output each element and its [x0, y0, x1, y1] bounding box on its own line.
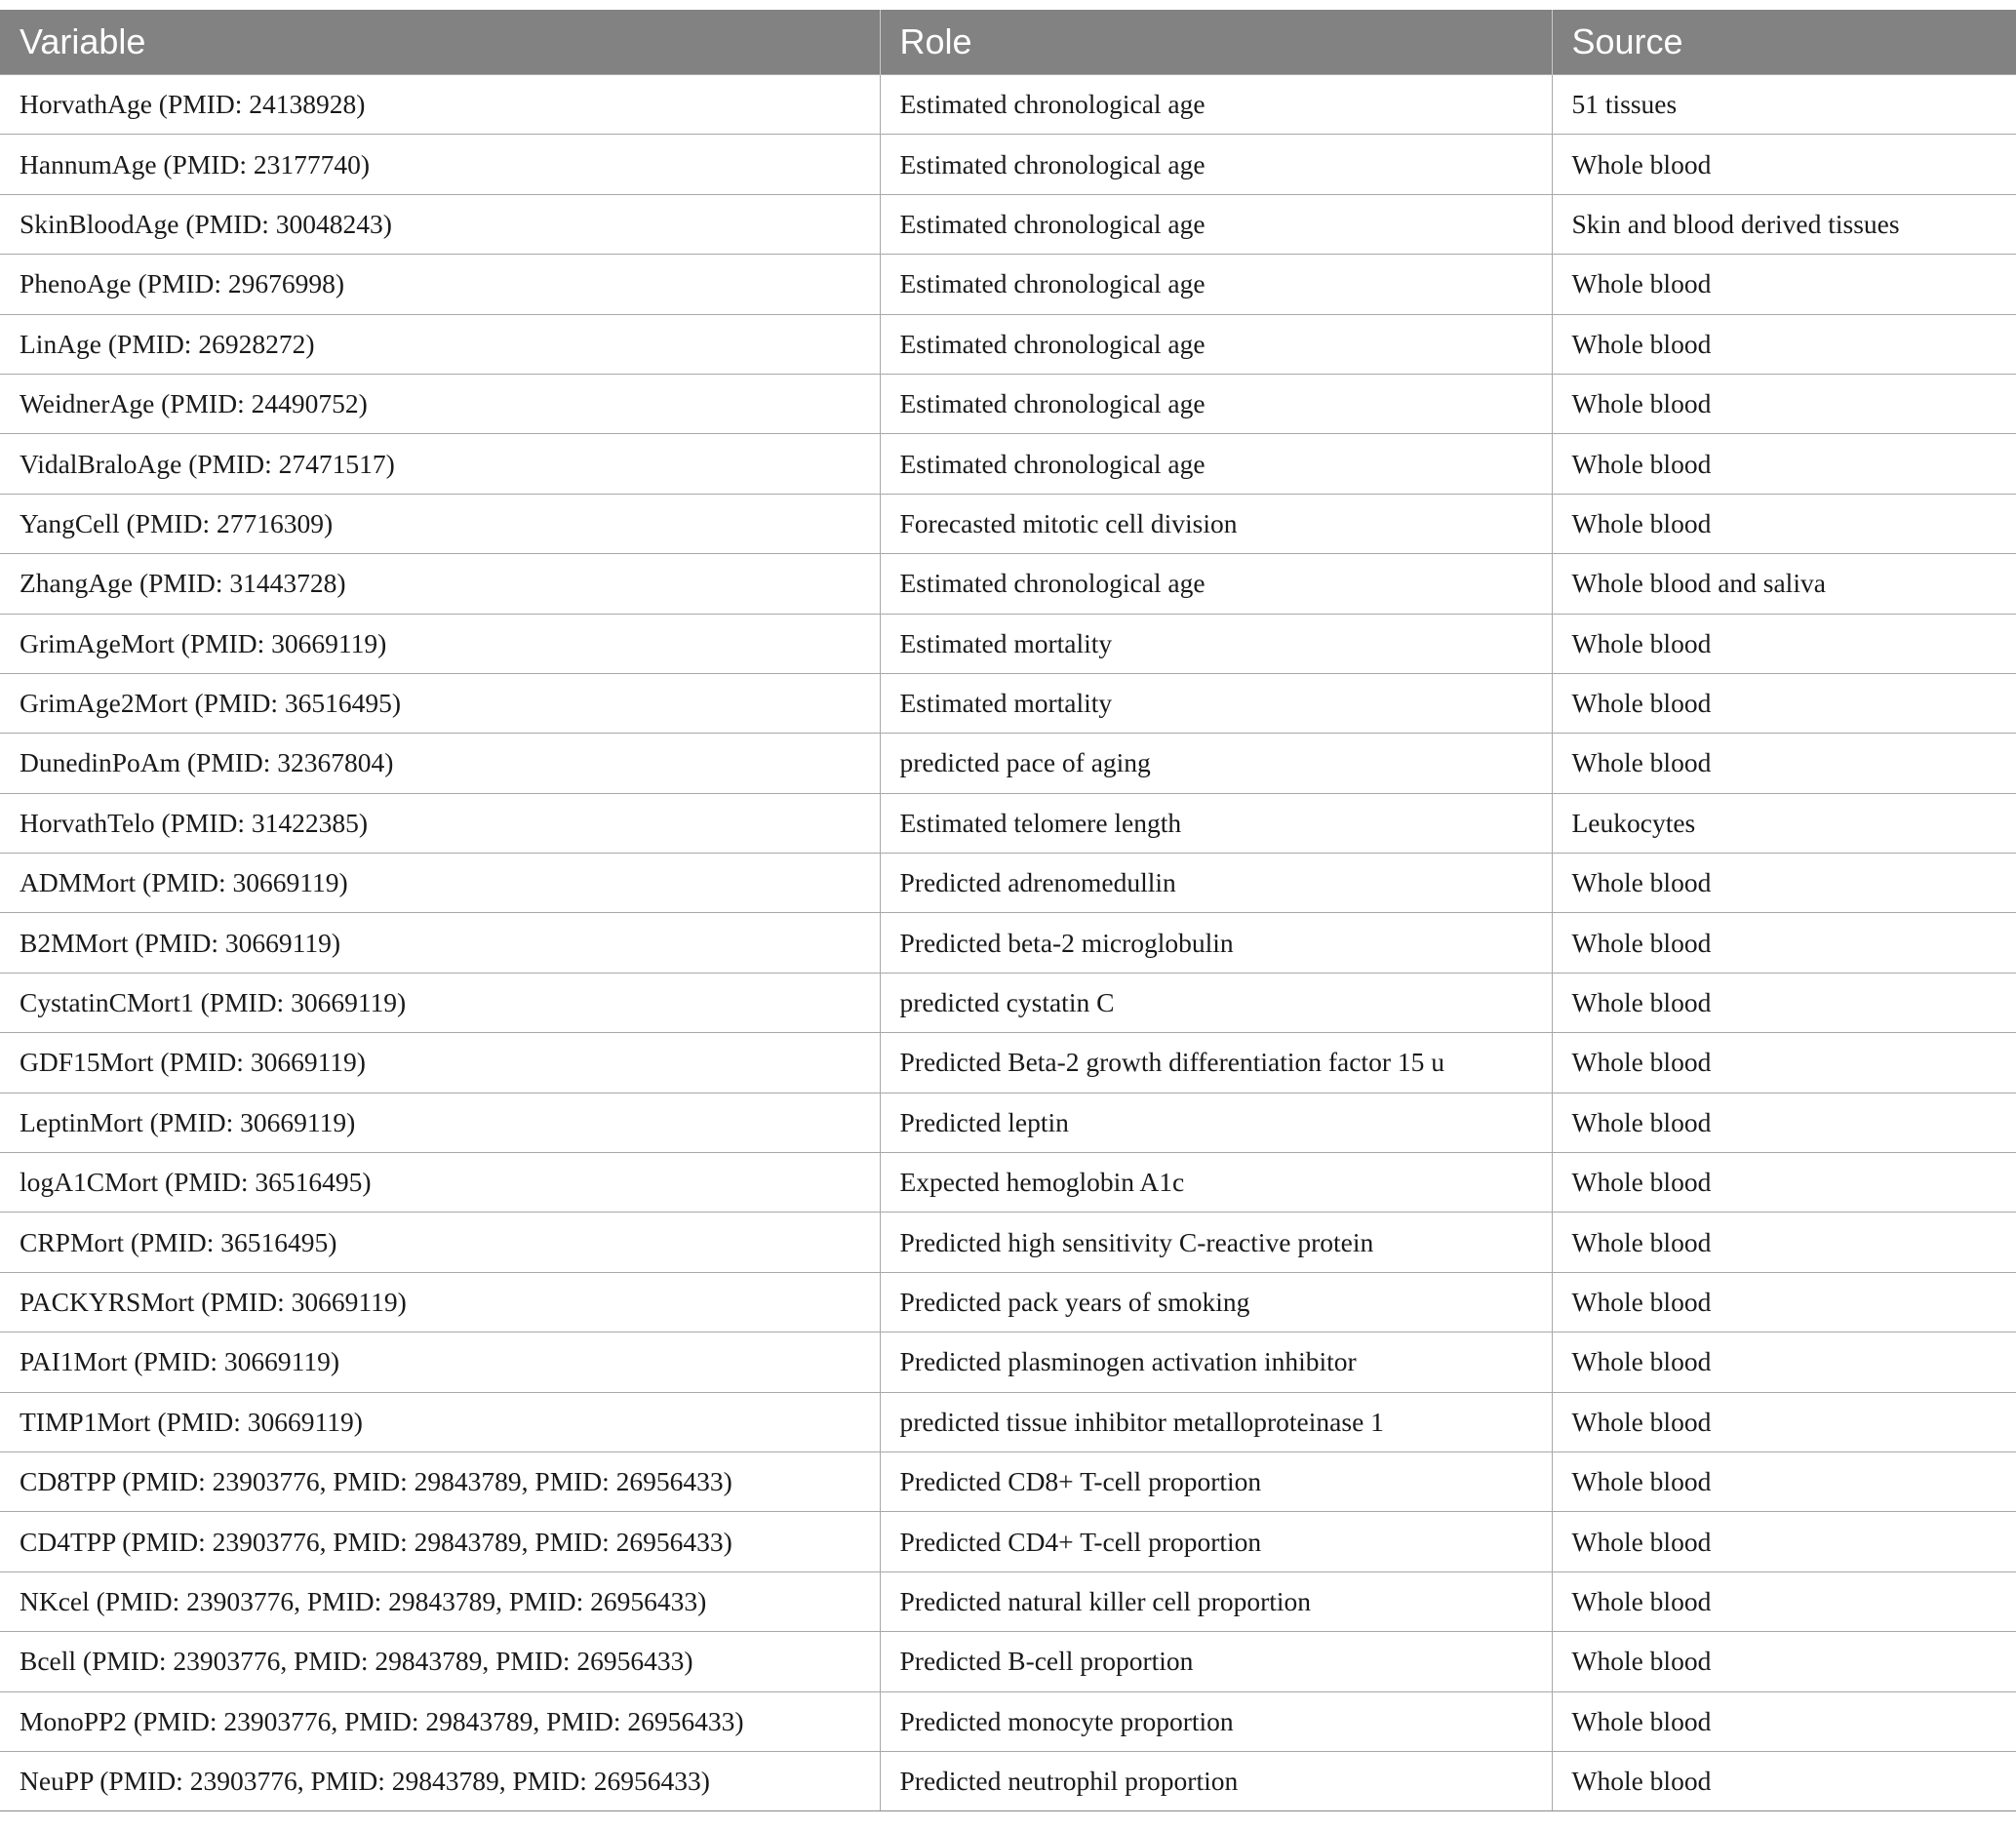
cell-source: Whole blood [1552, 1213, 2016, 1272]
cell-variable: ZhangAge (PMID: 31443728) [0, 554, 880, 614]
table-row [0, 1451, 2016, 1511]
cell-role: Predicted leptin [880, 1093, 1552, 1152]
cell-source: Whole blood [1552, 614, 2016, 673]
table-row [0, 673, 2016, 733]
column-header-role: Role [880, 10, 1552, 75]
cell-role: Predicted monocyte proportion [880, 1691, 1552, 1751]
cell-variable: HorvathTelo (PMID: 31422385) [0, 793, 880, 853]
cell-role: Estimated chronological age [880, 554, 1552, 614]
cell-variable: PAI1Mort (PMID: 30669119) [0, 1332, 880, 1392]
cell-source: Whole blood [1552, 1272, 2016, 1332]
cell-variable: PACKYRSMort (PMID: 30669119) [0, 1272, 880, 1332]
cell-source: Whole blood [1552, 255, 2016, 314]
cell-source: Whole blood [1552, 494, 2016, 553]
cell-role: Estimated chronological age [880, 434, 1552, 494]
table-row [0, 1691, 2016, 1751]
cell-role: Estimated chronological age [880, 374, 1552, 433]
cell-variable: GrimAgeMort (PMID: 30669119) [0, 614, 880, 673]
cell-variable: NeuPP (PMID: 23903776, PMID: 29843789, PMID: 26956433) [0, 1751, 880, 1810]
cell-role: Forecasted mitotic cell division [880, 494, 1552, 553]
cell-variable: logA1CMort (PMID: 36516495) [0, 1153, 880, 1213]
table-row [0, 1392, 2016, 1451]
table-row [0, 1272, 2016, 1332]
table-row [0, 314, 2016, 374]
cell-variable: LinAge (PMID: 26928272) [0, 314, 880, 374]
cell-source: Whole blood [1552, 734, 2016, 793]
table-row [0, 1033, 2016, 1093]
cell-role: Estimated chronological age [880, 255, 1552, 314]
cell-source: Whole blood [1552, 1691, 2016, 1751]
cell-variable: LeptinMort (PMID: 30669119) [0, 1093, 880, 1152]
table-header [0, 10, 2016, 75]
cell-variable: GDF15Mort (PMID: 30669119) [0, 1033, 880, 1093]
cell-source: Whole blood [1552, 1632, 2016, 1691]
cell-source: Whole blood [1552, 1153, 2016, 1213]
cell-variable: Bcell (PMID: 23903776, PMID: 29843789, PMID: 26956433) [0, 1632, 880, 1691]
cell-source: 51 tissues [1552, 75, 2016, 135]
cell-source: Whole blood [1552, 854, 2016, 913]
table-row [0, 854, 2016, 913]
cell-variable: SkinBloodAge (PMID: 30048243) [0, 194, 880, 254]
cell-source: Leukocytes [1552, 793, 2016, 853]
cell-variable: CD4TPP (PMID: 23903776, PMID: 29843789, PMID: 26956433) [0, 1512, 880, 1571]
table-row [0, 135, 2016, 194]
cell-role: Estimated chronological age [880, 314, 1552, 374]
cell-variable: WeidnerAge (PMID: 24490752) [0, 374, 880, 433]
cell-source: Skin and blood derived tissues [1552, 194, 2016, 254]
cell-role: Estimated mortality [880, 673, 1552, 733]
cell-role: Predicted beta-2 microglobulin [880, 913, 1552, 973]
cell-role: Estimated mortality [880, 614, 1552, 673]
cell-source: Whole blood [1552, 673, 2016, 733]
cell-variable: B2MMort (PMID: 30669119) [0, 913, 880, 973]
cell-source: Whole blood [1552, 314, 2016, 374]
cell-source: Whole blood [1552, 973, 2016, 1032]
cell-variable: PhenoAge (PMID: 29676998) [0, 255, 880, 314]
table-row [0, 494, 2016, 553]
cell-source: Whole blood [1552, 1033, 2016, 1093]
column-header-source: Source [1552, 10, 2016, 75]
header-row [0, 10, 2016, 75]
cell-role: Predicted B-cell proportion [880, 1632, 1552, 1691]
variables-table [0, 10, 2016, 1811]
table-row [0, 75, 2016, 135]
cell-role: Predicted high sensitivity C-reactive protein [880, 1213, 1552, 1272]
table-row [0, 1213, 2016, 1272]
cell-variable: HorvathAge (PMID: 24138928) [0, 75, 880, 135]
cell-role: Estimated telomere length [880, 793, 1552, 853]
cell-role: predicted cystatin C [880, 973, 1552, 1032]
cell-role: Predicted Beta-2 growth differentiation factor 15 u [880, 1033, 1552, 1093]
cell-variable: HannumAge (PMID: 23177740) [0, 135, 880, 194]
table-row [0, 255, 2016, 314]
table-row [0, 1512, 2016, 1571]
cell-variable: CRPMort (PMID: 36516495) [0, 1213, 880, 1272]
cell-role: Predicted CD4+ T-cell proportion [880, 1512, 1552, 1571]
cell-source: Whole blood [1552, 1512, 2016, 1571]
table-row [0, 913, 2016, 973]
cell-source: Whole blood [1552, 135, 2016, 194]
table-row [0, 1153, 2016, 1213]
cell-role: Predicted natural killer cell proportion [880, 1571, 1552, 1631]
cell-variable: CD8TPP (PMID: 23903776, PMID: 29843789, PMID: 26956433) [0, 1451, 880, 1511]
cell-source: Whole blood [1552, 1332, 2016, 1392]
cell-variable: NKcel (PMID: 23903776, PMID: 29843789, PMID: 26956433) [0, 1571, 880, 1631]
cell-role: Predicted CD8+ T-cell proportion [880, 1451, 1552, 1511]
table-row [0, 793, 2016, 853]
cell-variable: CystatinCMort1 (PMID: 30669119) [0, 973, 880, 1032]
cell-source: Whole blood [1552, 374, 2016, 433]
table-row [0, 1093, 2016, 1152]
cell-role: predicted tissue inhibitor metalloproteinase 1 [880, 1392, 1552, 1451]
cell-role: Predicted pack years of smoking [880, 1272, 1552, 1332]
cell-role: Estimated chronological age [880, 75, 1552, 135]
cell-role: Predicted plasminogen activation inhibitor [880, 1332, 1552, 1392]
table-row [0, 1571, 2016, 1631]
cell-source: Whole blood [1552, 1751, 2016, 1810]
column-header-variable: Variable [0, 10, 880, 75]
cell-variable: GrimAge2Mort (PMID: 36516495) [0, 673, 880, 733]
cell-variable: DunedinPoAm (PMID: 32367804) [0, 734, 880, 793]
variables-table-container [0, 10, 2016, 1811]
table-row [0, 973, 2016, 1032]
cell-source: Whole blood [1552, 913, 2016, 973]
cell-role: Estimated chronological age [880, 135, 1552, 194]
cell-source: Whole blood [1552, 1392, 2016, 1451]
table-row [0, 734, 2016, 793]
cell-role: predicted pace of aging [880, 734, 1552, 793]
cell-role: Predicted adrenomedullin [880, 854, 1552, 913]
cell-variable: ADMMort (PMID: 30669119) [0, 854, 880, 913]
cell-variable: VidalBraloAge (PMID: 27471517) [0, 434, 880, 494]
cell-role: Expected hemoglobin A1c [880, 1153, 1552, 1213]
cell-variable: TIMP1Mort (PMID: 30669119) [0, 1392, 880, 1451]
table-row [0, 614, 2016, 673]
cell-variable: MonoPP2 (PMID: 23903776, PMID: 29843789, PMID: 26956433) [0, 1691, 880, 1751]
table-row [0, 554, 2016, 614]
table-row [0, 1751, 2016, 1810]
cell-role: Predicted neutrophil proportion [880, 1751, 1552, 1810]
table-row [0, 1632, 2016, 1691]
table-row [0, 194, 2016, 254]
table-row [0, 434, 2016, 494]
cell-source: Whole blood [1552, 1571, 2016, 1631]
cell-variable: YangCell (PMID: 27716309) [0, 494, 880, 553]
cell-source: Whole blood [1552, 1093, 2016, 1152]
cell-source: Whole blood [1552, 1451, 2016, 1511]
cell-source: Whole blood [1552, 434, 2016, 494]
cell-role: Estimated chronological age [880, 194, 1552, 254]
table-body [0, 75, 2016, 1811]
table-row [0, 1332, 2016, 1392]
table-row [0, 374, 2016, 433]
cell-source: Whole blood and saliva [1552, 554, 2016, 614]
